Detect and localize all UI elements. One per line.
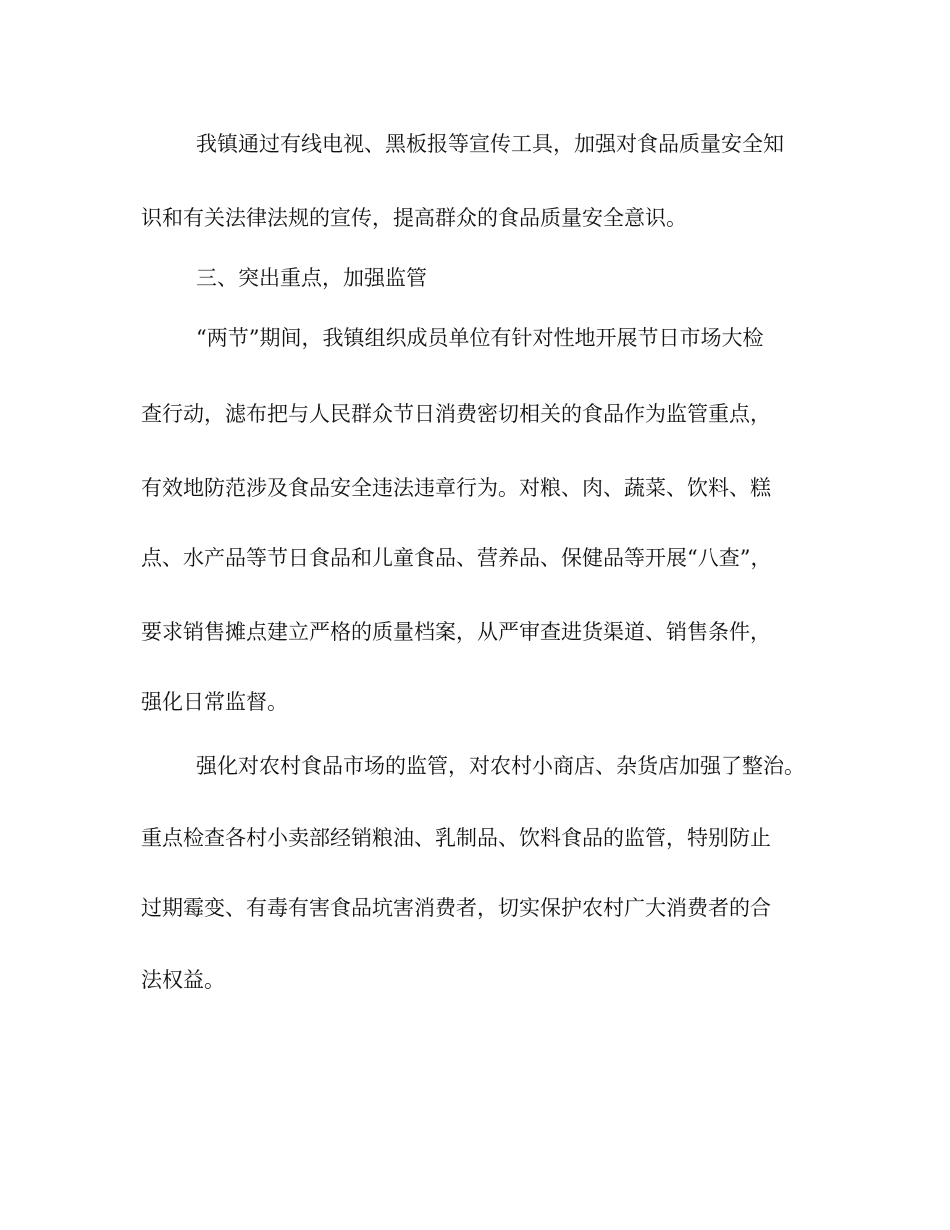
paragraph-line: 强化对农村食品市场的监管，对农村小商店、杂货店加强了整治。 [196,754,805,778]
section-heading: 三、突出重点，加强监管 [196,266,427,290]
paragraph-line: 重点检查各村小卖部经销粮油、乳制品、饮料食品的监管，特别防止 [141,826,771,850]
paragraph-line: 过期霉变、有毒有害食品坑害消费者，切实保护农村广大消费者的合 [141,896,771,920]
paragraph-line: 我镇通过有线电视、黑板报等宣传工具，加强对食品质量安全知 [196,132,784,156]
paragraph-line: 法权益。 [141,968,225,992]
paragraph-line: 强化日常监督。 [141,690,288,714]
paragraph-line: 查行动，滤布把与人民群众节日消费密切相关的食品作为监管重点， [141,402,771,426]
paragraph-line: 有效地防范涉及食品安全违法违章行为。对粮、肉、蔬菜、饮料、糕 [141,476,771,500]
paragraph-line: 要求销售摊点建立严格的质量档案，从严审查进货渠道、销售条件， [141,620,771,644]
paragraph-line: “两节”期间，我镇组织成员单位有针对性地开展节日市场大检 [196,326,764,350]
paragraph-line: 点、水产品等节日食品和儿童食品、营养品、保健品等开展“八查”， [141,546,772,570]
paragraph-line: 识和有关法律法规的宣传，提高群众的食品质量安全意识。 [141,206,687,230]
